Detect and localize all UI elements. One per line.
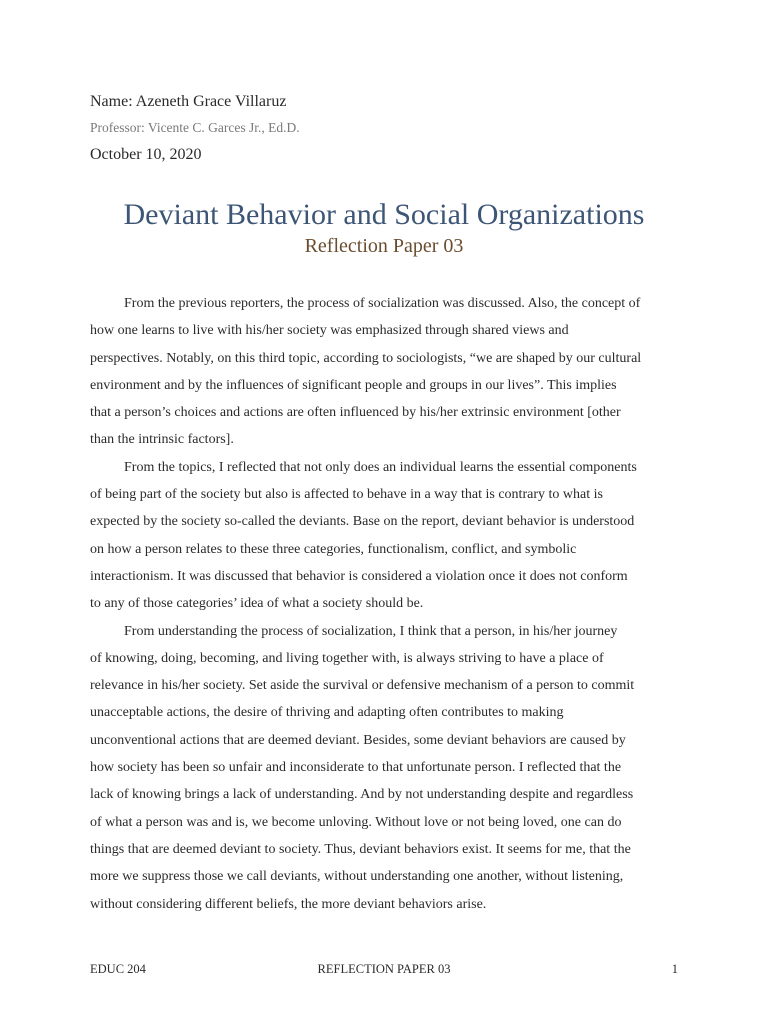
body-line: environment and by the influences of significant people and groups in our lives”. This implies <box>90 377 617 393</box>
body-line: From understanding the process of socialization, I think that a person, in his/her journey <box>124 623 618 639</box>
body-line: lack of knowing brings a lack of understanding. And by not understanding despite and regardless <box>90 787 634 803</box>
body-line: unacceptable actions, the desire of thriving and adapting often contributes to making <box>90 705 564 721</box>
body-line: From the topics, I reflected that not only does an individual learns the essential components <box>124 459 637 475</box>
body-line: how one learns to live with his/her society was emphasized through shared views and <box>90 323 569 339</box>
body-line: of being part of the society but also is affected to behave in a way that is contrary to what is <box>90 487 603 503</box>
document-body <box>90 290 700 918</box>
body-line: than the intrinsic factors]. <box>90 432 234 448</box>
body-line: relevance in his/her society. Set aside the survival or defensive mechanism of a person to commit <box>90 678 635 694</box>
body-line: of what a person was and is, we become unloving. Without love or not being loved, one can do <box>90 814 622 830</box>
body-line: interactionism. It was discussed that behavior is considered a violation once it does not conform <box>90 568 628 584</box>
document-subtitle: Reflection Paper 03 <box>304 235 464 257</box>
document-date: October 10, 2020 <box>90 146 202 163</box>
body-line: perspectives. Notably, on this third topic, according to sociologists, “we are shaped by our cultural <box>90 350 642 366</box>
footer-page-number: 1 <box>671 962 678 976</box>
paragraph-1 <box>90 290 700 454</box>
body-line: to any of those categories’ idea of what a society should be. <box>90 596 424 612</box>
body-line: more we suppress those we call deviants, without understanding one another, without listening, <box>90 869 624 885</box>
body-line: that a person’s choices and actions are often influenced by his/her extrinsic environment [other <box>90 405 621 421</box>
page-footer <box>90 961 678 977</box>
professor-name: Professor: Vicente C. Garces Jr., Ed.D. <box>90 120 300 135</box>
document-title: Deviant Behavior and Social Organizations <box>123 198 645 231</box>
body-line: on how a person relates to these three categories, functionalism, conflict, and symbolic <box>90 541 577 557</box>
footer-course: EDUC 204 <box>90 962 146 976</box>
body-line: of knowing, doing, becoming, and living together with, is always striving to have a place of <box>90 650 604 666</box>
body-line: how society has been so unfair and inconsiderate to that unfortunate person. I reflected that the <box>90 760 622 776</box>
body-line: expected by the society so-called the deviants. Base on the report, deviant behavior is understood <box>90 514 635 530</box>
paragraph-3 <box>90 618 700 918</box>
body-line: From the previous reporters, the process of socialization was discussed. Also, the concept of <box>124 296 641 311</box>
body-line: without considering different beliefs, the more deviant behaviors arise. <box>90 896 487 912</box>
body-line: things that are deemed deviant to society. Thus, deviant behaviors exist. It seems for me, that the <box>90 841 631 857</box>
student-name: Name: Azeneth Grace Villaruz <box>90 93 287 110</box>
body-line: unconventional actions that are deemed deviant. Besides, some deviant behaviors are caused by <box>90 732 626 748</box>
paragraph-2 <box>90 454 700 618</box>
footer-running-title: REFLECTION PAPER 03 <box>317 962 451 976</box>
